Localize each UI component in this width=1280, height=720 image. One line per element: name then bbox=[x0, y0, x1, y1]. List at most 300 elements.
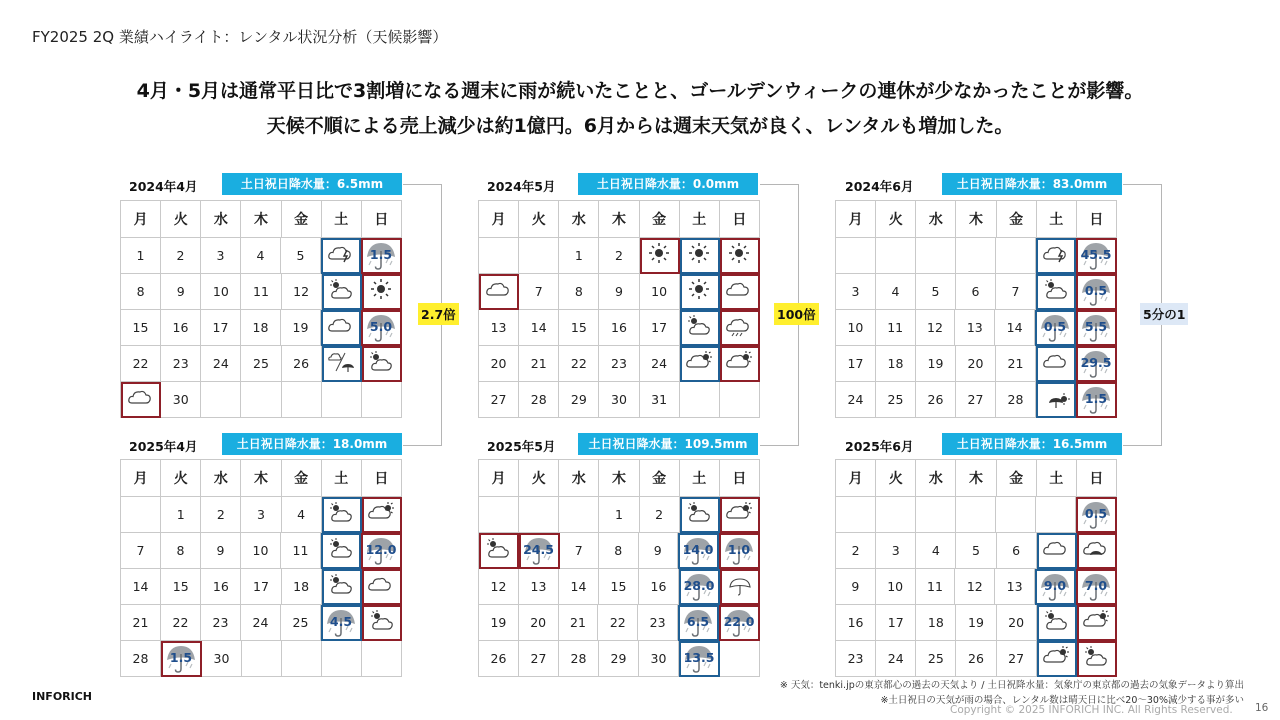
weather-cell bbox=[680, 497, 720, 533]
date-cell: 10 bbox=[836, 310, 876, 346]
headline-line-1: 4月・5月は通常平日比で3割増になる週末に雨が続いたことと、ゴールデンウィークの連休が少なかったことが影響。 bbox=[136, 80, 1144, 102]
rainfall-cell bbox=[679, 641, 720, 677]
date-cell: 16 bbox=[599, 310, 639, 346]
rainfall-cell bbox=[1076, 310, 1117, 346]
empty-cell bbox=[876, 238, 916, 274]
date-cell: 25 bbox=[876, 382, 916, 418]
date-cell: 21 bbox=[519, 346, 559, 382]
sun-icon bbox=[685, 242, 713, 270]
date-cell: 9 bbox=[639, 533, 679, 569]
headline-line-2: 天候不順による売上減少は約1億円。6月からは週末天気が良く、レンタルも増加した。 bbox=[266, 115, 1014, 137]
date-cell: 8 bbox=[559, 274, 599, 310]
sun-behind-cloud-icon bbox=[685, 501, 713, 529]
sun-behind-cloud-icon bbox=[685, 314, 713, 342]
date-cell: 12 bbox=[479, 569, 519, 605]
weekday-header-fri: 金 bbox=[282, 201, 322, 238]
week-row bbox=[836, 569, 1117, 605]
weather-cell bbox=[1036, 238, 1076, 274]
empty-cell bbox=[121, 497, 161, 533]
date-cell: 28 bbox=[996, 382, 1036, 418]
weather-cell bbox=[1036, 382, 1076, 418]
weather-cell bbox=[680, 310, 720, 346]
cloud-sun-icon bbox=[367, 501, 395, 529]
week-row bbox=[479, 346, 760, 382]
empty-cell bbox=[362, 382, 402, 418]
date-cell: 30 bbox=[599, 382, 639, 418]
brand-logo: INFORICH bbox=[32, 690, 93, 703]
weekday-header-wed: 水 bbox=[916, 201, 956, 238]
rainfall-cell bbox=[1035, 569, 1076, 605]
weekday-header-thu: 木 bbox=[241, 460, 281, 497]
rental-note: ※土日祝日の天気が雨の場合、レンタル数は晴天日に比べ20〜30%減少する事が多い bbox=[880, 695, 1244, 706]
empty-cell bbox=[956, 238, 996, 274]
weather-cell bbox=[1077, 641, 1117, 677]
date-cell: 8 bbox=[161, 533, 201, 569]
calendar-grid bbox=[120, 200, 402, 418]
date-cell: 26 bbox=[479, 641, 519, 677]
date-cell: 2 bbox=[201, 497, 241, 533]
weekday-header-mon: 月 bbox=[479, 201, 519, 238]
weekday-header-mon: 月 bbox=[836, 460, 876, 497]
rainfall-cell bbox=[1076, 497, 1117, 533]
week-row bbox=[479, 497, 760, 533]
rainfall-value: 0.5 bbox=[1043, 319, 1067, 334]
rainfall-value: 5.5 bbox=[1084, 319, 1108, 334]
week-row bbox=[121, 382, 402, 418]
date-cell: 23 bbox=[836, 641, 876, 677]
weather-cell bbox=[1037, 641, 1077, 677]
date-cell: 30 bbox=[161, 382, 201, 418]
cloud-icon bbox=[127, 386, 155, 414]
date-cell: 7 bbox=[996, 274, 1036, 310]
cloud-sun-icon bbox=[725, 501, 753, 529]
weather-cell bbox=[720, 569, 760, 605]
date-cell: 28 bbox=[519, 382, 559, 418]
rainfall-cell bbox=[678, 605, 719, 641]
date-cell: 20 bbox=[519, 605, 559, 641]
date-cell: 15 bbox=[121, 310, 161, 346]
date-cell: 7 bbox=[121, 533, 161, 569]
date-cell: 9 bbox=[599, 274, 639, 310]
week-row bbox=[479, 238, 760, 274]
sun-behind-cloud-icon bbox=[327, 537, 355, 565]
date-cell: 14 bbox=[519, 310, 559, 346]
week-row bbox=[836, 238, 1117, 274]
cloud-sun-icon bbox=[1042, 645, 1070, 673]
date-cell: 13 bbox=[995, 569, 1035, 605]
date-cell: 8 bbox=[121, 274, 161, 310]
date-cell: 26 bbox=[916, 382, 956, 418]
date-cell: 30 bbox=[639, 641, 679, 677]
date-cell: 15 bbox=[599, 569, 639, 605]
date-cell: 3 bbox=[241, 497, 281, 533]
date-cell: 13 bbox=[479, 310, 519, 346]
week-row bbox=[121, 238, 402, 274]
date-cell: 2 bbox=[836, 533, 876, 569]
date-cell: 23 bbox=[638, 605, 678, 641]
weather-cell bbox=[720, 497, 760, 533]
rainfall-value: 1.5 bbox=[169, 650, 193, 665]
rain-total-tag: 土日祝日降水量：16.5mm bbox=[942, 433, 1122, 455]
weekday-header-tue: 火 bbox=[519, 460, 559, 497]
date-cell: 28 bbox=[559, 641, 599, 677]
date-cell: 2 bbox=[640, 497, 680, 533]
date-cell: 23 bbox=[201, 605, 241, 641]
date-cell: 14 bbox=[995, 310, 1035, 346]
date-cell: 20 bbox=[956, 346, 996, 382]
weekday-header-mon: 月 bbox=[121, 460, 161, 497]
empty-cell bbox=[956, 497, 996, 533]
sun-behind-cloud-icon bbox=[327, 501, 355, 529]
weather-cell bbox=[322, 569, 362, 605]
rainfall-value: 1.5 bbox=[369, 247, 393, 262]
weekday-header-wed: 水 bbox=[559, 460, 599, 497]
rainfall-value: 24.5 bbox=[523, 542, 554, 557]
weather-cell bbox=[1036, 274, 1076, 310]
date-cell: 18 bbox=[876, 346, 916, 382]
date-cell: 23 bbox=[161, 346, 201, 382]
weekday-header-mon: 月 bbox=[836, 201, 876, 238]
rainfall-value: 29.5 bbox=[1080, 355, 1112, 370]
weekday-header-sun: 日 bbox=[362, 460, 402, 497]
rainfall-value: 0.5 bbox=[1084, 506, 1108, 521]
rain-total-tag: 土日祝日降水量：83.0mm bbox=[942, 173, 1122, 195]
cloud-sun-icon bbox=[725, 350, 753, 378]
weekday-header-mon: 月 bbox=[121, 201, 161, 238]
week-row bbox=[479, 274, 760, 310]
weather-cell bbox=[362, 274, 402, 310]
cloud-then-rain-icon bbox=[327, 350, 355, 378]
date-cell: 27 bbox=[519, 641, 559, 677]
rainfall-cell bbox=[679, 569, 720, 605]
cloud-sun-icon bbox=[685, 350, 713, 378]
week-row bbox=[121, 605, 402, 641]
weekday-header-sat: 土 bbox=[680, 460, 720, 497]
date-cell: 11 bbox=[281, 533, 321, 569]
weekday-header-sat: 土 bbox=[322, 460, 362, 497]
cloud-icon bbox=[1042, 537, 1070, 565]
week-row bbox=[479, 533, 760, 569]
sun-icon bbox=[685, 278, 713, 306]
rainfall-value: 45.5 bbox=[1080, 247, 1112, 262]
date-cell: 6 bbox=[956, 274, 996, 310]
empty-cell bbox=[201, 382, 241, 418]
empty-cell bbox=[519, 238, 559, 274]
date-cell: 25 bbox=[241, 346, 281, 382]
calendar-month-label: 2025年6月 bbox=[845, 439, 914, 454]
rainfall-cell bbox=[719, 605, 760, 641]
weekday-header-sun: 日 bbox=[1077, 460, 1117, 497]
rainfall-cell bbox=[161, 641, 202, 677]
weekday-header-tue: 火 bbox=[161, 460, 201, 497]
date-cell: 9 bbox=[161, 274, 201, 310]
date-cell: 25 bbox=[916, 641, 956, 677]
weekday-header-tue: 火 bbox=[876, 460, 916, 497]
sun-behind-cloud-icon bbox=[484, 537, 512, 565]
thunder-cloud-icon bbox=[1042, 242, 1070, 270]
empty-cell bbox=[559, 497, 599, 533]
weather-cell bbox=[680, 274, 720, 310]
date-cell: 4 bbox=[241, 238, 281, 274]
sun-behind-cloud-icon bbox=[367, 350, 395, 378]
week-row bbox=[479, 641, 760, 677]
date-cell: 17 bbox=[876, 605, 916, 641]
empty-cell bbox=[242, 641, 282, 677]
date-cell: 2 bbox=[161, 238, 201, 274]
date-cell: 22 bbox=[598, 605, 638, 641]
empty-cell bbox=[996, 238, 1036, 274]
weekday-header-sat: 土 bbox=[1037, 460, 1077, 497]
rainfall-value: 4.5 bbox=[329, 614, 353, 629]
cloud-rain-icon bbox=[725, 314, 753, 342]
date-cell: 27 bbox=[997, 641, 1037, 677]
rain-then-sun-icon bbox=[1042, 386, 1070, 414]
date-cell: 11 bbox=[876, 310, 916, 346]
cloud-icon bbox=[485, 278, 513, 306]
empty-cell bbox=[996, 497, 1036, 533]
rainfall-value: 13.5 bbox=[683, 650, 715, 665]
date-cell: 18 bbox=[282, 569, 322, 605]
empty-cell bbox=[876, 497, 916, 533]
date-cell: 24 bbox=[201, 346, 241, 382]
date-cell: 10 bbox=[201, 274, 241, 310]
weekday-header-row bbox=[836, 201, 1117, 238]
sun-icon bbox=[725, 242, 753, 270]
weather-cell bbox=[321, 310, 361, 346]
week-row bbox=[836, 310, 1117, 346]
weather-cell bbox=[1037, 605, 1077, 641]
weekday-header-row bbox=[479, 201, 760, 238]
rainfall-value: 6.5 bbox=[686, 614, 710, 629]
empty-cell bbox=[322, 382, 362, 418]
weather-cell bbox=[1037, 533, 1077, 569]
date-cell: 11 bbox=[916, 569, 956, 605]
date-cell: 5 bbox=[281, 238, 321, 274]
weather-cell bbox=[720, 238, 760, 274]
date-cell: 22 bbox=[161, 605, 201, 641]
date-cell: 27 bbox=[479, 382, 519, 418]
weekday-header-sun: 日 bbox=[720, 460, 760, 497]
date-cell: 24 bbox=[640, 346, 680, 382]
date-cell: 29 bbox=[599, 641, 639, 677]
weekday-header-wed: 水 bbox=[916, 460, 956, 497]
weekday-header-fri: 金 bbox=[997, 201, 1037, 238]
week-row bbox=[121, 533, 402, 569]
rainfall-cell bbox=[1076, 274, 1117, 310]
rainfall-value: 28.0 bbox=[683, 578, 715, 593]
week-row bbox=[121, 497, 402, 533]
week-row bbox=[836, 346, 1117, 382]
sun-icon bbox=[367, 278, 395, 306]
week-row bbox=[836, 605, 1117, 641]
empty-cell bbox=[322, 641, 362, 677]
weather-cell bbox=[362, 346, 402, 382]
date-cell: 4 bbox=[916, 533, 956, 569]
weekday-header-wed: 水 bbox=[201, 460, 241, 497]
calendar-month-label: 2024年6月 bbox=[845, 179, 914, 194]
calendar-grid bbox=[835, 459, 1117, 677]
rainfall-value: 14.0 bbox=[682, 542, 714, 557]
calendar-month-label: 2024年4月 bbox=[129, 179, 198, 194]
date-cell: 10 bbox=[241, 533, 281, 569]
weekday-header-row bbox=[121, 460, 402, 497]
cloud-icon bbox=[327, 314, 355, 342]
comparison-ratio-jun: 5分の1 bbox=[1140, 303, 1188, 325]
weekday-header-thu: 木 bbox=[241, 201, 281, 238]
weather-cell bbox=[362, 569, 402, 605]
weekday-header-sat: 土 bbox=[322, 201, 362, 238]
rainfall-cell bbox=[519, 533, 560, 569]
weather-cell bbox=[720, 310, 760, 346]
sun-behind-cloud-icon bbox=[1082, 645, 1110, 673]
date-cell: 26 bbox=[282, 346, 322, 382]
rainfall-cell bbox=[361, 238, 402, 274]
date-cell: 19 bbox=[956, 605, 996, 641]
weather-cell bbox=[1077, 605, 1117, 641]
date-cell: 3 bbox=[836, 274, 876, 310]
empty-cell bbox=[362, 641, 402, 677]
rainfall-cell bbox=[361, 533, 402, 569]
date-cell: 13 bbox=[955, 310, 995, 346]
weekday-header-wed: 水 bbox=[559, 201, 599, 238]
weather-cell bbox=[640, 238, 680, 274]
weather-cell bbox=[680, 238, 720, 274]
calendar-month-label: 2025年4月 bbox=[129, 439, 198, 454]
date-cell: 17 bbox=[640, 310, 680, 346]
date-cell: 18 bbox=[241, 310, 281, 346]
weather-cell bbox=[720, 274, 760, 310]
empty-cell bbox=[720, 382, 760, 418]
weather-cell bbox=[362, 497, 402, 533]
rainfall-cell bbox=[1076, 238, 1117, 274]
cloud-icon bbox=[367, 573, 395, 601]
empty-cell bbox=[916, 497, 956, 533]
date-cell: 16 bbox=[836, 605, 876, 641]
rainfall-value: 5.0 bbox=[369, 319, 393, 334]
umbrella-icon bbox=[726, 573, 754, 601]
date-cell: 7 bbox=[519, 274, 559, 310]
empty-cell bbox=[519, 497, 559, 533]
calendar-grid bbox=[478, 200, 760, 418]
weather-cell bbox=[720, 346, 760, 382]
week-row bbox=[121, 346, 402, 382]
page-number: 16 bbox=[1255, 702, 1269, 714]
sun-behind-cloud-icon bbox=[327, 278, 355, 306]
date-cell: 17 bbox=[241, 569, 281, 605]
rainfall-value: 0.5 bbox=[1084, 283, 1108, 298]
date-cell: 28 bbox=[121, 641, 161, 677]
source-note: ※ 天気：tenki.jpの東京都心の過去の天気より / 土日祝降水量：気象庁の東京都の過去の気象データより算出 bbox=[779, 680, 1244, 691]
weather-cell bbox=[322, 497, 362, 533]
copyright: Copyright © 2025 INFORICH INC. All Rights Reserved. bbox=[950, 704, 1233, 716]
date-cell: 30 bbox=[202, 641, 242, 677]
date-cell: 3 bbox=[201, 238, 241, 274]
week-row bbox=[121, 569, 402, 605]
sun-behind-cloud-icon bbox=[1042, 609, 1070, 637]
weekday-header-tue: 火 bbox=[876, 201, 916, 238]
empty-cell bbox=[479, 497, 519, 533]
weekday-header-sat: 土 bbox=[680, 201, 720, 238]
date-cell: 9 bbox=[836, 569, 876, 605]
rainfall-value: 9.0 bbox=[1043, 578, 1067, 593]
date-cell: 7 bbox=[560, 533, 600, 569]
week-row bbox=[121, 274, 402, 310]
rainfall-value: 1.5 bbox=[1084, 391, 1108, 406]
weather-cell bbox=[362, 605, 402, 641]
weekday-header-tue: 火 bbox=[519, 201, 559, 238]
comparison-ratio-apr: 2.7倍 bbox=[418, 303, 459, 325]
date-cell: 1 bbox=[599, 497, 639, 533]
date-cell: 22 bbox=[121, 346, 161, 382]
date-cell: 20 bbox=[479, 346, 519, 382]
date-cell: 17 bbox=[201, 310, 241, 346]
weekday-header-mon: 月 bbox=[479, 460, 519, 497]
date-cell: 18 bbox=[916, 605, 956, 641]
empty-cell bbox=[836, 238, 876, 274]
week-row bbox=[121, 641, 402, 677]
calendar-month-label: 2025年5月 bbox=[487, 439, 556, 454]
sun-behind-cloud-icon bbox=[1042, 278, 1070, 306]
weekday-header-thu: 木 bbox=[956, 460, 996, 497]
date-cell: 11 bbox=[241, 274, 281, 310]
rainfall-cell bbox=[1076, 569, 1117, 605]
empty-cell bbox=[720, 641, 760, 677]
date-cell: 20 bbox=[997, 605, 1037, 641]
date-cell: 29 bbox=[559, 382, 599, 418]
week-row bbox=[836, 274, 1117, 310]
rainfall-value: 12.0 bbox=[365, 542, 397, 557]
weekday-header-sat: 土 bbox=[1037, 201, 1077, 238]
date-cell: 10 bbox=[640, 274, 680, 310]
date-cell: 21 bbox=[121, 605, 161, 641]
empty-cell bbox=[836, 497, 876, 533]
empty-cell bbox=[241, 382, 281, 418]
rainfall-cell bbox=[1076, 346, 1117, 382]
weekday-header-sun: 日 bbox=[1077, 201, 1117, 238]
rain-cloud-icon bbox=[1082, 537, 1110, 565]
empty-cell bbox=[282, 641, 322, 677]
weather-cell bbox=[321, 238, 361, 274]
date-cell: 16 bbox=[639, 569, 679, 605]
date-cell: 1 bbox=[121, 238, 161, 274]
date-cell: 8 bbox=[599, 533, 639, 569]
rainfall-cell bbox=[678, 533, 719, 569]
week-row bbox=[479, 310, 760, 346]
date-cell: 22 bbox=[559, 346, 599, 382]
date-cell: 19 bbox=[479, 605, 519, 641]
weather-cell bbox=[322, 274, 362, 310]
rainfall-cell bbox=[1076, 382, 1117, 418]
date-cell: 23 bbox=[599, 346, 639, 382]
date-cell: 16 bbox=[161, 310, 201, 346]
week-row bbox=[836, 497, 1117, 533]
date-cell: 21 bbox=[559, 605, 599, 641]
date-cell: 15 bbox=[161, 569, 201, 605]
date-cell: 4 bbox=[282, 497, 322, 533]
sun-behind-cloud-icon bbox=[368, 609, 396, 637]
sun-icon bbox=[645, 242, 673, 270]
date-cell: 1 bbox=[161, 497, 201, 533]
week-row bbox=[836, 533, 1117, 569]
date-cell: 31 bbox=[640, 382, 680, 418]
rainfall-value: 22.0 bbox=[723, 614, 755, 629]
date-cell: 2 bbox=[599, 238, 639, 274]
date-cell: 17 bbox=[836, 346, 876, 382]
date-cell: 10 bbox=[876, 569, 916, 605]
calendar-grid bbox=[478, 459, 760, 677]
calendar-grid bbox=[120, 459, 402, 677]
date-cell: 13 bbox=[519, 569, 559, 605]
